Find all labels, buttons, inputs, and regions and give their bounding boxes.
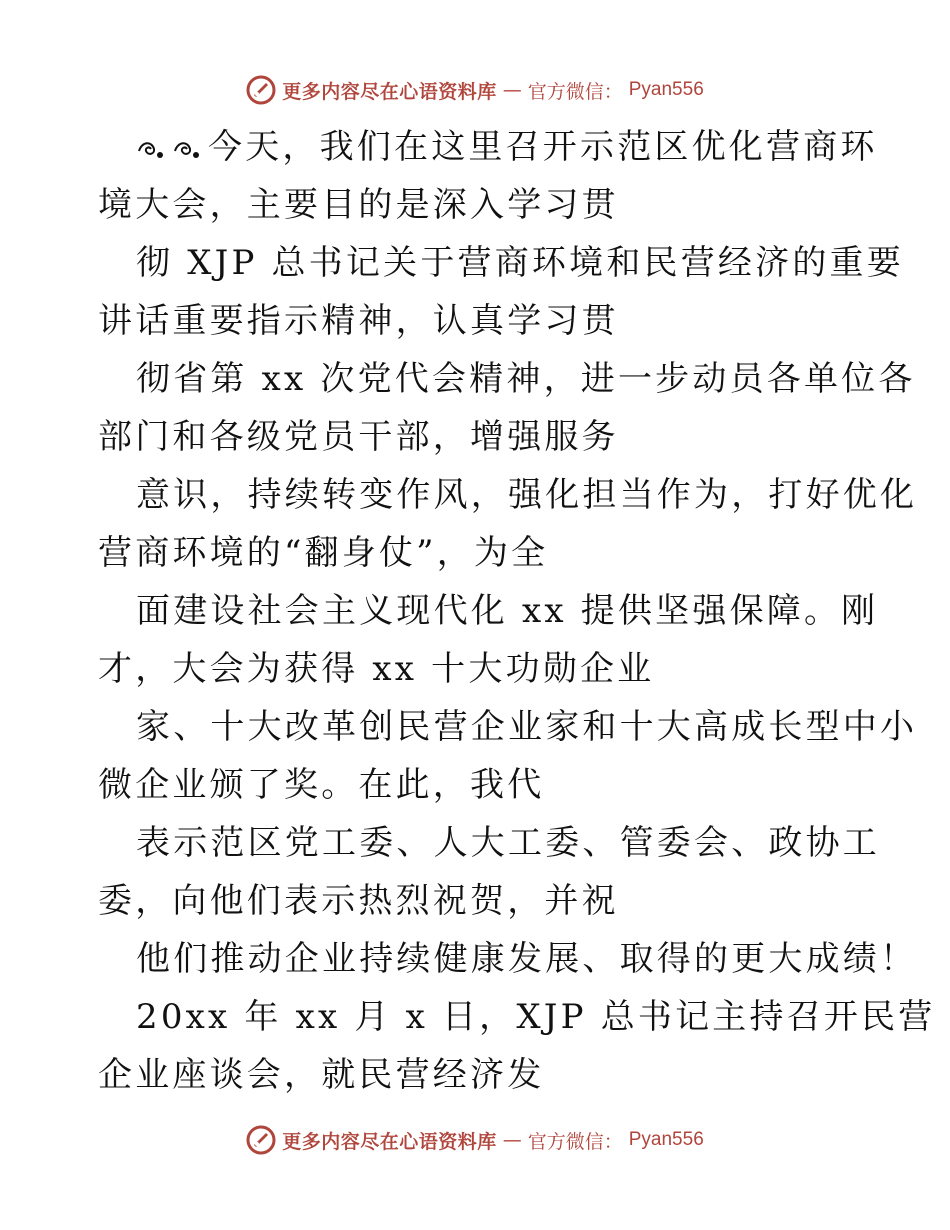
- document-line-17: 企业座谈会，就民营经济发: [98, 1055, 545, 1095]
- banner-site-text: 更多内容尽在心语资料库: [282, 1130, 497, 1153]
- banner-separator: —: [502, 1129, 522, 1151]
- header-watermark-banner: [0, 70, 950, 110]
- document-line-8: 营商环境的“翻身仗”，为全: [98, 533, 549, 573]
- document-line-5: 彻省第 xx 次党代会精神，进一步动员各单位各: [136, 359, 916, 399]
- document-line-14: 委，向他们表示热烈祝贺，并祝: [98, 881, 619, 921]
- ornament-icon: [172, 137, 202, 161]
- document-line-2: 境大会，主要目的是深入学习贯: [98, 185, 619, 225]
- banner-wechat-id: Pyan556: [628, 1129, 704, 1150]
- banner-official-text: 官方微信：: [527, 80, 623, 103]
- document-line-7: 意识，持续转变作风，强化担当作为，打好优化: [136, 475, 918, 515]
- document-line-13: 表示范区党工委、人大工委、管委会、政协工: [136, 823, 880, 863]
- footer-watermark-banner: [0, 1120, 950, 1160]
- document-line-3: 彻 XJP 总书记关于营商环境和民营经济的重要: [136, 243, 904, 283]
- document-line-10: 才，大会为获得 xx 十大功勋企业: [98, 649, 655, 689]
- document-line-12: 微企业颁了奖。在此，我代: [98, 765, 545, 805]
- document-line-16: 20xx 年 xx 月 x 日，XJP 总书记主持召开民营: [136, 997, 936, 1037]
- document-line-15: 他们推动企业持续健康发展、取得的更大成绩！: [136, 939, 918, 979]
- document-line-6: 部门和各级党员干部，增强服务: [98, 417, 619, 457]
- document-body: [98, 118, 936, 1104]
- document-line-11: 家、十大改革创民营企业家和十大高成长型中小: [136, 707, 918, 747]
- document-line-9: 面建设社会主义现代化 xx 提供坚强保障。刚: [136, 591, 879, 631]
- banner-site-text: 更多内容尽在心语资料库: [282, 80, 497, 103]
- banner-wechat-id: Pyan556: [628, 79, 704, 100]
- brand-logo-icon: [246, 1125, 276, 1155]
- document-line-4: 讲话重要指示精神，认真学习贯: [98, 301, 619, 341]
- banner-separator: —: [502, 79, 522, 101]
- ornament-icon: [136, 137, 166, 161]
- brand-logo-icon: [246, 75, 276, 105]
- banner-official-text: 官方微信：: [527, 1130, 623, 1153]
- paragraph-text: 今天，我们在这里召开示范区优化营商环: [208, 127, 878, 167]
- document-line-1: [98, 118, 878, 176]
